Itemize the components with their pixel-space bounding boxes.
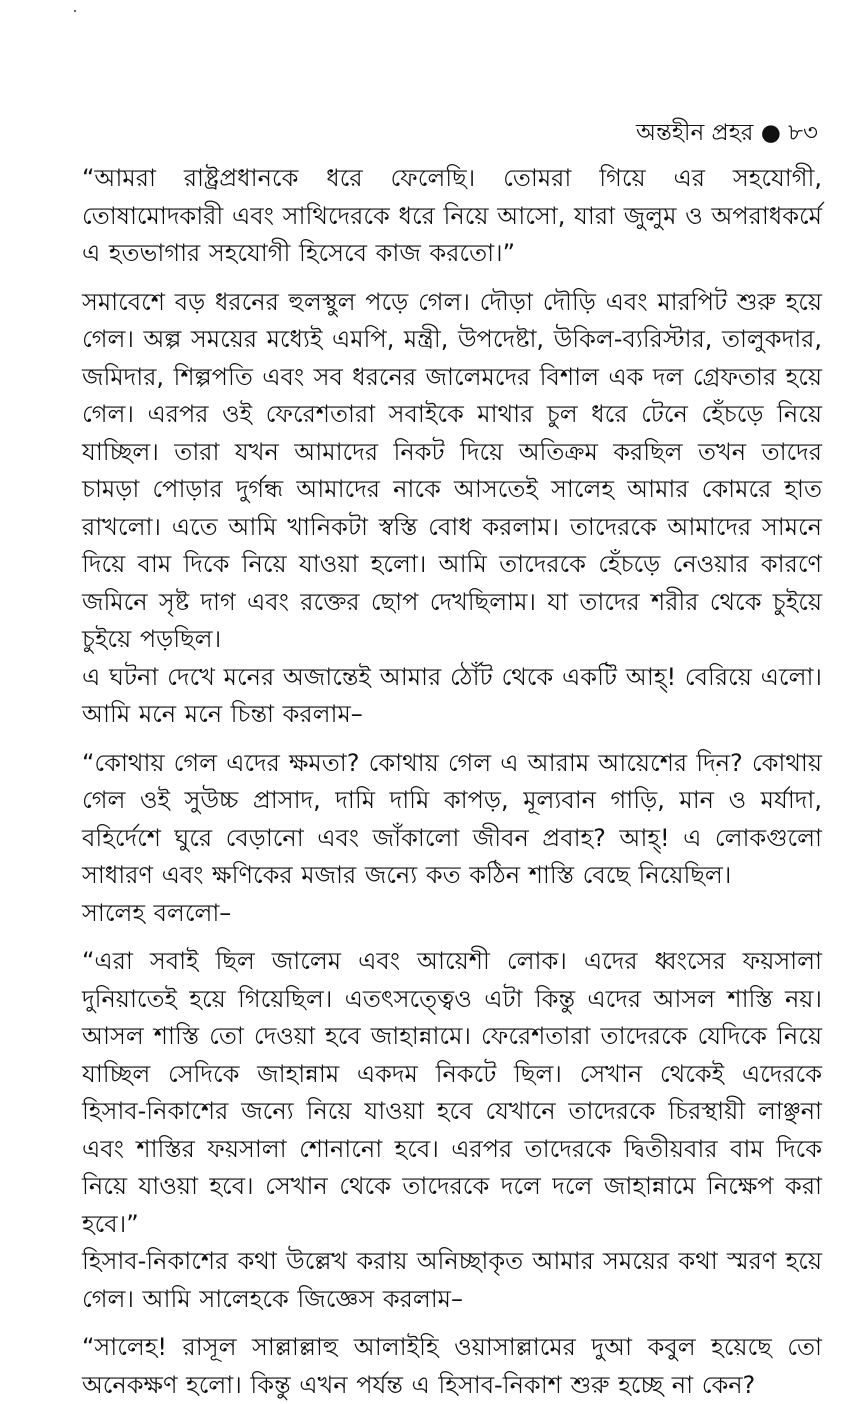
paragraph-commotion: সমাবেশে বড় ধরনের হুলস্থুল পড়ে গেল। দৌড়া দৌড়ি এবং মারপিট শুরু হয়ে গেল। অল্প সময়ের মধ্যেই এমপি, মন্ত্রী, উপদেষ্টা, উকিল-ব্যরিস্টার, তালুকদার, জমিদার, শিল্পপতি এবং সব ধরনের জালেমদের বিশাল এক দল গ্রেফতার হয়ে গেল। এরপর ওই ফেরেশতারা সবাইকে মাথার চুল ধরে টেনে হেঁচড়ে নিয়ে যাচ্ছিল। তারা যখন আমাদের নিকট দিয়ে অতিক্রম করছিল তখন তাদের চামড়া পোড়ার দুর্গন্ধ আমাদের নাকে আসতেই সালেহ আমার কোমরে হাত রাখলো। এতে আমি খানিকটা স্বস্তি বোধ করলাম। তাদেরকে আমাদের সামনে দিয়ে বাম দিকে নিয়ে যাওয়া হলো। আমি তাদেরকে হেঁচড়ে নেওয়ার কারণে জমিনে সৃষ্ট দাগ এবং রক্তের ছোপ দেখছিলাম। যা তাদের শরীর থেকে চুইয়ে চুইয়ে পড়ছিল। bbox=[82, 287, 822, 653]
paragraph-quote-arrest: “আমরা রাষ্ট্রপ্রধানকে ধরে ফেলেছি। তোমরা গিয়ে এর সহযোগী, তোষামোদকারী এবং সাথিদেরকে ধরে নিয়ে আসো, যারা জুলুম ও অপরাধকর্মে এ হতভাগার সহযোগী হিসেবে কাজ করতো।” bbox=[82, 164, 822, 267]
body-text bbox=[82, 160, 822, 1404]
scan-speck bbox=[74, 10, 76, 12]
paragraph-sigh: এ ঘটনা দেখে মনের অজান্তেই আমার ঠোঁট থেকে একটি আহ্! বেরিয়ে এলো। আমি মনে মনে চিন্তা করলাম– bbox=[82, 662, 822, 728]
paragraph-quote-question: “সালেহ! রাসূল সাল্লাল্লাহু আলাইহি ওয়াসাল্লামের দুআ কবুল হয়েছে তো অনেকক্ষণ হলো। কিন্তু এখন পর্যন্ত এ হিসাব-নিকাশ শুরু হচ্ছে না কেন? bbox=[82, 1333, 822, 1399]
paragraph-reckoning: হিসাব-নিকাশের কথা উল্লেখ করায় অনিচ্ছাকৃত আমার সময়ের কথা স্মরণ হয়ে গেল। আমি সালেহকে জিজ্ঞেস করলাম– bbox=[82, 1247, 822, 1313]
paragraph-saleh-said: সালেহ বললো– bbox=[82, 898, 232, 927]
running-header: অন্তহীন প্রহর ● ৮৩ bbox=[636, 120, 818, 146]
paragraph-quote-power: “কোথায় গেল এদের ক্ষমতা? কোথায় গেল এ আরাম আয়েশের দিন? কোথায় গেল ওই সুউচ্চ প্রাসাদ, দামি দামি কাপড়, মূল্যবান গাড়ি, মান ও মর্যাদা, বহির্দেশে ঘুরে বেড়ানো এবং জাঁকালো জীবন প্রবাহ? আহ্! এ লোকগুলো সাধারণ এবং ক্ষণিকের মজার জন্যে কত কঠিন শাস্তি বেছে নিয়েছিল। bbox=[82, 748, 822, 889]
paragraph-quote-oppressors: “এরা সবাই ছিল জালেম এবং আয়েশী লোক। এদের ধ্বংসের ফয়সালা দুনিয়াতেই হয়ে গিয়েছিল। এতৎসত্ত্বেও এটা কিন্তু এদের আসল শাস্তি নয়। আসল শাস্তি তো দেওয়া হবে জাহান্নামে। ফেরেশতারা তাদেরকে যেদিকে নিয়ে যাচ্ছিল সেদিকে জাহান্নাম একদম নিকটে ছিল। সেখান থেকেই এদেরকে হিসাব-নিকাশের জন্যে নিয়ে যাওয়া হবে যেখানে তাদেরকে চিরস্থায়ী লাঞ্ছনা এবং শাস্তির ফয়সালা শোনানো হবে। এরপর তাদেরকে দ্বিতীয়বার বাম দিকে নিয়ে যাওয়া হবে। সেখান থেকে তাদেরকে দলে দলে জাহান্নামে নিক্ষেপ করা হবে।” bbox=[82, 947, 822, 1238]
